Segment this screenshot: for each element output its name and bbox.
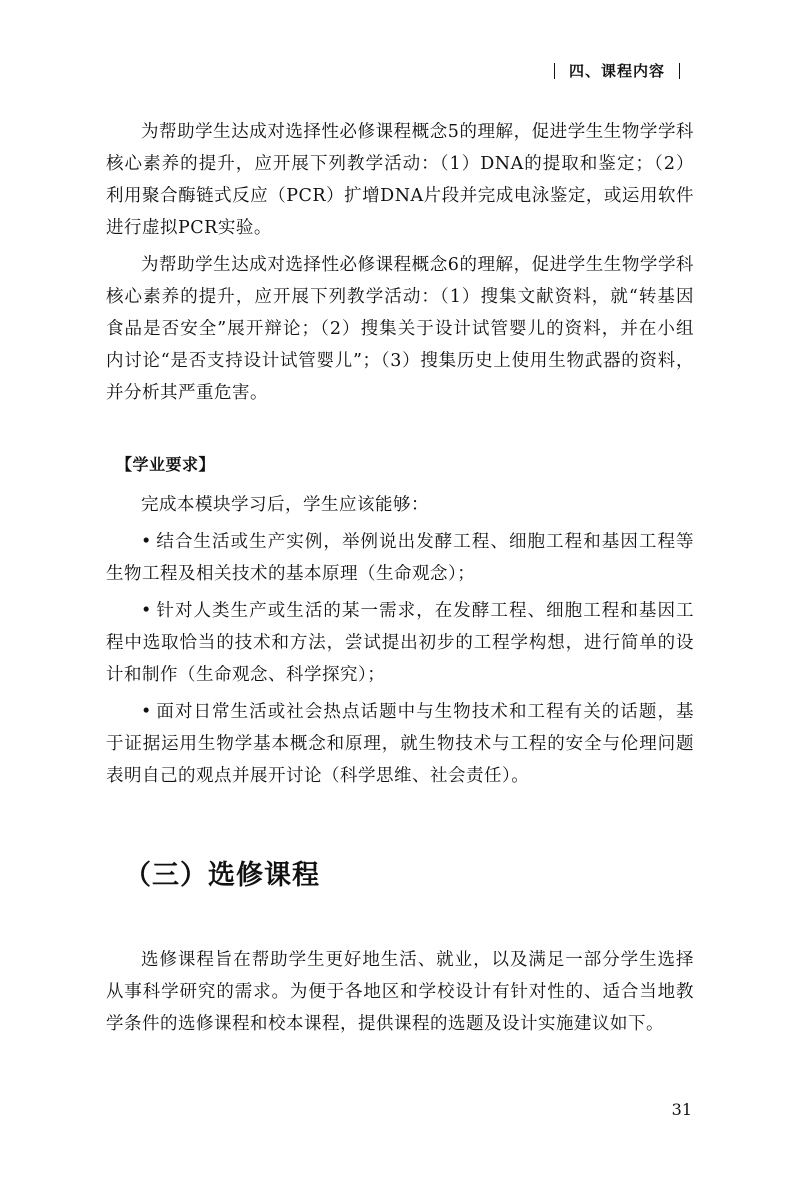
bullet-icon: • <box>141 702 152 722</box>
page-content <box>106 116 694 1040</box>
requirement-item <box>106 595 694 691</box>
header-section-title: 四、课程内容 <box>568 62 665 80</box>
section-title: （三）选修课程 <box>124 860 320 891</box>
page-number: 31 <box>671 1100 692 1119</box>
paragraph-electives: 选修课程旨在帮助学生更好地生活、就业，以及满足一部分学生选择从事科学研究的需求。为便于各地区和学校设计有针对性的、适合当地教学条件的选修课程和校本课程，提供课程的选题及设计实施建议如下。 <box>106 950 694 1034</box>
requirement-text: 结合生活或生产实例，举例说出发酵工程、细胞工程和基因工程等生物工程及相关技术的基本原理（生命观念）； <box>106 532 694 584</box>
requirement-item <box>106 696 694 792</box>
requirements-intro: 完成本模块学习后，学生应该能够： <box>141 495 429 515</box>
requirement-item <box>106 526 694 590</box>
requirement-text: 面对日常生活或社会热点话题中与生物技术和工程有关的话题，基于证据运用生物学基本概念和原理，就生物技术与工程的安全与伦理问题表明自己的观点并展开讨论（科学思维、社会责任）。 <box>106 702 694 786</box>
academic-requirements-label: 【学业要求】 <box>116 455 216 474</box>
requirement-text: 针对人类生产或生活的某一需求，在发酵工程、细胞工程和基因工程中选取恰当的技术和方法，尝试提出初步的工程学构想，进行简单的设计和制作（生命观念、科学探究）； <box>106 601 694 685</box>
bullet-icon: • <box>141 532 152 552</box>
bullet-icon: • <box>141 601 152 621</box>
paragraph-concept-5: 为帮助学生达成对选择性必修课程概念5的理解，促进学生生物学学科核心素养的提升，应开展下列教学活动：（1）DNA的提取和鉴定；（2）利用聚合酶链式反应（PCR）扩增DNA片段并完成电泳鉴定，或运用软件进行虚拟PCR实验。 <box>106 122 694 238</box>
running-header <box>540 60 694 81</box>
header-divider-left <box>554 63 555 79</box>
paragraph-concept-6: 为帮助学生达成对选择性必修课程概念6的理解，促进学生生物学学科核心素养的提升，应开展下列教学活动：（1）搜集文献资料，就“转基因食品是否安全”展开辩论；（2）搜集关于设计试管婴儿的资料，并在小组内讨论“是否支持设计试管婴儿”；（3）搜集历史上使用生物武器的资料，并分析其严重危害。 <box>106 255 694 403</box>
header-divider-right <box>679 63 680 79</box>
